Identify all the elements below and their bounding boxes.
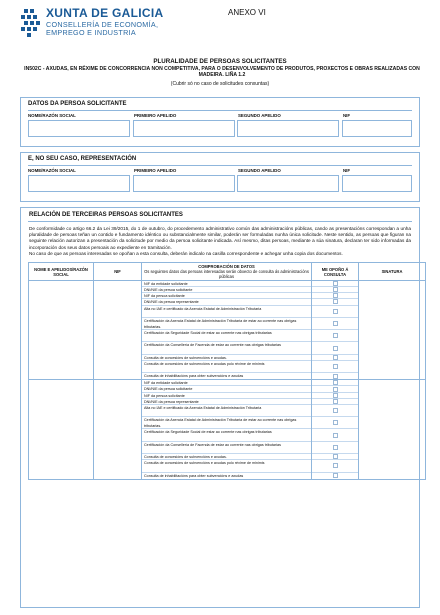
representative-nif-label: NIF bbox=[343, 168, 351, 173]
section-divider bbox=[28, 110, 412, 111]
col-header-name: NOME E APELIDOS/RAZÓN SOCIAL bbox=[29, 263, 94, 281]
oppose-checkbox[interactable] bbox=[333, 281, 338, 286]
check-item-label: Certificación da Seguridade Social de estar ao corrente nas obrigas tributarias bbox=[142, 330, 311, 342]
col-header-checks bbox=[142, 263, 312, 281]
oppose-checkbox[interactable] bbox=[333, 374, 338, 379]
oppose-checkbox[interactable] bbox=[333, 445, 338, 450]
col-header-signature: SINATURA bbox=[359, 263, 426, 281]
form-note: (Cubrir só no caso de solicitudes conxuntas) bbox=[170, 81, 270, 87]
checkbox-row bbox=[312, 405, 358, 417]
third-party-table bbox=[28, 262, 426, 480]
oppose-checkbox[interactable] bbox=[333, 309, 338, 314]
applicant-second-surname-label: SEGUNDO APELIDO bbox=[238, 113, 281, 118]
applicant-first-surname-field[interactable] bbox=[133, 120, 235, 137]
representative-first-surname-label: PRIMEIRO APELIDO bbox=[134, 168, 177, 173]
applicant-name-label: NOME/RAZÓN SOCIAL bbox=[28, 113, 76, 118]
signature-cell[interactable] bbox=[359, 281, 426, 380]
checkbox-row bbox=[312, 373, 358, 379]
check-item-label: Consulta de concesións de subvencións e axudas. bbox=[142, 454, 311, 460]
check-item-label: Consulta de concesións de subvencións e axudas polo réxime de minimis bbox=[142, 361, 311, 373]
oppose-checkbox[interactable] bbox=[333, 399, 338, 404]
checkbox-row bbox=[312, 330, 358, 342]
form-subtitle: IN502C - AXUDAS, EN RÉXIME DE CONCORRENCIA NON COMPETITIVA, PARA O DESENVOLVEMENTO DE PRODUTOS, PROXECTOS E OBRAS REALIZADAS CON MADEIRA. LIÑA 1.2 bbox=[24, 66, 420, 79]
representative-section-title: E, NO SEU CASO, REPRESENTACIÓN bbox=[28, 156, 137, 162]
oppose-checkbox[interactable] bbox=[333, 380, 338, 385]
person-name-cell[interactable] bbox=[29, 281, 94, 380]
oppose-checkbox[interactable] bbox=[333, 393, 338, 398]
check-item-label: Consulta de inhabilitacións para obter subvencións e axudas bbox=[144, 374, 244, 379]
section-divider bbox=[28, 165, 412, 166]
oppose-checkbox-cell bbox=[312, 281, 359, 380]
oppose-checkbox[interactable] bbox=[333, 420, 338, 425]
representative-name-field[interactable] bbox=[28, 175, 130, 192]
checkbox-row bbox=[312, 318, 358, 330]
org-name: XUNTA DE GALICIA bbox=[46, 6, 164, 20]
check-item-label: DNI/NIE da persoa solicitante bbox=[142, 386, 311, 392]
oppose-checkbox[interactable] bbox=[333, 287, 338, 292]
header-logo bbox=[20, 6, 190, 54]
check-item-label: Consulta de inhabilitacións para obter subvencións e axudas bbox=[144, 473, 244, 478]
col-header-nif: NIF bbox=[94, 263, 142, 281]
oppose-checkbox[interactable] bbox=[333, 408, 338, 413]
check-item-label: Alta no IAE e certificado da Axencia Estatal de Administración Tributaria bbox=[142, 306, 311, 318]
checkbox-row bbox=[312, 342, 358, 354]
department-line-2: EMPREGO E INDUSTRIA bbox=[46, 28, 136, 38]
checkbox-row bbox=[312, 417, 358, 429]
check-item-label: DNI/NIE da persoa representante bbox=[142, 399, 311, 405]
relation-paragraph-1: De conformidade co artigo 66.2 da Lei 39/2015, do 1 de outubro, do procedemento administrativo común das administracións públicas, cando as presentacións correspondan a unha pluralidade de persoas teñan un contido e fundamento idéntico ou substancialmente similar, poderán ser formuladas nunha única solicitude. Neste sentido, as persoas que figuran na seguinte relación autorizan a presentación da solicitude por medio da persoa solicitante indicada. Así mesmo, ditas persoas, mediante a súa sinatura, declaran ter sido informadas da incorporación dos seus datos persoais ao expediente en tramitación. bbox=[29, 226, 411, 250]
xunta-crest-icon bbox=[20, 8, 42, 38]
oppose-checkbox[interactable] bbox=[333, 333, 338, 338]
oppose-checkbox[interactable] bbox=[333, 473, 338, 478]
checkbox-row bbox=[312, 442, 358, 454]
check-item-label: Alta no IAE e certificado da Axencia Estatal de Administración Tributaria bbox=[142, 405, 311, 417]
relation-section-title: RELACIÓN DE TERCEIRAS PERSOAS SOLICITANTES bbox=[29, 212, 183, 218]
check-item-label: NIF da persoa solicitante bbox=[142, 393, 311, 399]
relation-section bbox=[20, 207, 420, 608]
oppose-checkbox[interactable] bbox=[333, 355, 338, 360]
oppose-checkbox[interactable] bbox=[333, 321, 338, 326]
representative-first-surname-field[interactable] bbox=[133, 175, 235, 192]
relation-body bbox=[29, 226, 411, 257]
oppose-checkbox[interactable] bbox=[333, 346, 338, 351]
checkbox-row bbox=[312, 460, 358, 472]
form-title: PLURALIDADE DE PERSOAS SOLICITANTES bbox=[153, 58, 287, 65]
check-item-label: Certificación da Axencia Estatal de Administración Tributaria de estar ao corrente nas obrigas tributarias. bbox=[142, 318, 311, 330]
checks-list-cell bbox=[142, 380, 312, 479]
applicant-nif-label: NIF bbox=[343, 113, 351, 118]
check-item-label: Certificación da Consellería de Facenda de estar ao corrente nas obrigas tributarias bbox=[142, 442, 311, 454]
check-item-label: DNI/NIE da persoa representante bbox=[142, 299, 311, 305]
person-nif-cell[interactable] bbox=[94, 380, 142, 479]
check-item-label: Consulta de concesións de subvencións e axudas polo réxime de minimis bbox=[142, 460, 311, 472]
oppose-checkbox[interactable] bbox=[333, 293, 338, 298]
person-nif-cell[interactable] bbox=[94, 281, 142, 380]
applicant-nif-field[interactable] bbox=[342, 120, 412, 137]
check-item-label: NIF da entidade solicitante bbox=[142, 281, 311, 287]
oppose-checkbox[interactable] bbox=[333, 454, 338, 459]
check-item-label: DNI/NIE da persoa solicitante bbox=[142, 287, 311, 293]
check-item-label: Certificación da Axencia Estatal de Administración Tributaria de estar ao corrente nas obrigas tributarias. bbox=[142, 417, 311, 429]
table-row bbox=[29, 281, 426, 380]
oppose-checkbox-cell bbox=[312, 380, 359, 479]
applicant-section-title: DATOS DA PERSOA SOLICITANTE bbox=[28, 101, 127, 107]
col-header-checks-subtitle: Os seguintes datos das persoas interesadas serán obxecto de consulta ás administracións públicas bbox=[144, 269, 309, 279]
person-name-cell[interactable] bbox=[29, 380, 94, 479]
applicant-first-surname-label: PRIMEIRO APELIDO bbox=[134, 113, 177, 118]
department-line-1: CONSELLERÍA DE ECONOMÍA, bbox=[46, 20, 159, 29]
oppose-checkbox[interactable] bbox=[333, 433, 338, 438]
representative-second-surname-label: SEGUNDO APELIDO bbox=[238, 168, 281, 173]
oppose-checkbox[interactable] bbox=[333, 387, 338, 392]
checkbox-row bbox=[312, 306, 358, 318]
table-header-row bbox=[29, 263, 426, 281]
table-row bbox=[29, 380, 426, 479]
representative-section bbox=[20, 152, 420, 202]
check-item-label: Consulta de concesións de subvencións e axudas. bbox=[142, 355, 311, 361]
signature-cell[interactable] bbox=[359, 380, 426, 479]
oppose-checkbox[interactable] bbox=[333, 299, 338, 304]
department-name bbox=[46, 21, 158, 38]
check-item-label: Certificación da Consellería de Facenda de estar ao corrente nas obrigas tributarias bbox=[142, 342, 311, 354]
relation-paragraph-2: No caso de que as persoas interesadas se opoñan a esta consulta, deberán indicalo na casilla correspondente e achegar unha copia dos documentos. bbox=[29, 250, 343, 256]
applicant-section bbox=[20, 97, 420, 147]
annex-label: ANEXO VI bbox=[228, 8, 266, 17]
col-header-checks-title: COMPROBACIÓN DE DATOS bbox=[198, 264, 255, 269]
section-divider bbox=[28, 221, 412, 222]
col-header-oppose: ME OPOÑO Á CONSULTA bbox=[312, 263, 359, 281]
checkbox-row bbox=[312, 473, 358, 479]
representative-nif-field[interactable] bbox=[342, 175, 412, 192]
check-item-label: Certificación da Seguridade Social de estar ao corrente nas obrigas tributarias bbox=[142, 429, 311, 441]
checkbox-row bbox=[312, 361, 358, 373]
representative-second-surname-field[interactable] bbox=[237, 175, 339, 192]
oppose-checkbox[interactable] bbox=[333, 364, 338, 369]
representative-name-label: NOME/RAZÓN SOCIAL bbox=[28, 168, 76, 173]
check-item-label: NIF da entidade solicitante bbox=[142, 380, 311, 386]
oppose-checkbox[interactable] bbox=[333, 463, 338, 468]
check-item-label: NIF da persoa solicitante bbox=[142, 293, 311, 299]
applicant-name-field[interactable] bbox=[28, 120, 130, 137]
applicant-second-surname-field[interactable] bbox=[237, 120, 339, 137]
checkbox-row bbox=[312, 429, 358, 441]
checks-list-cell bbox=[142, 281, 312, 380]
